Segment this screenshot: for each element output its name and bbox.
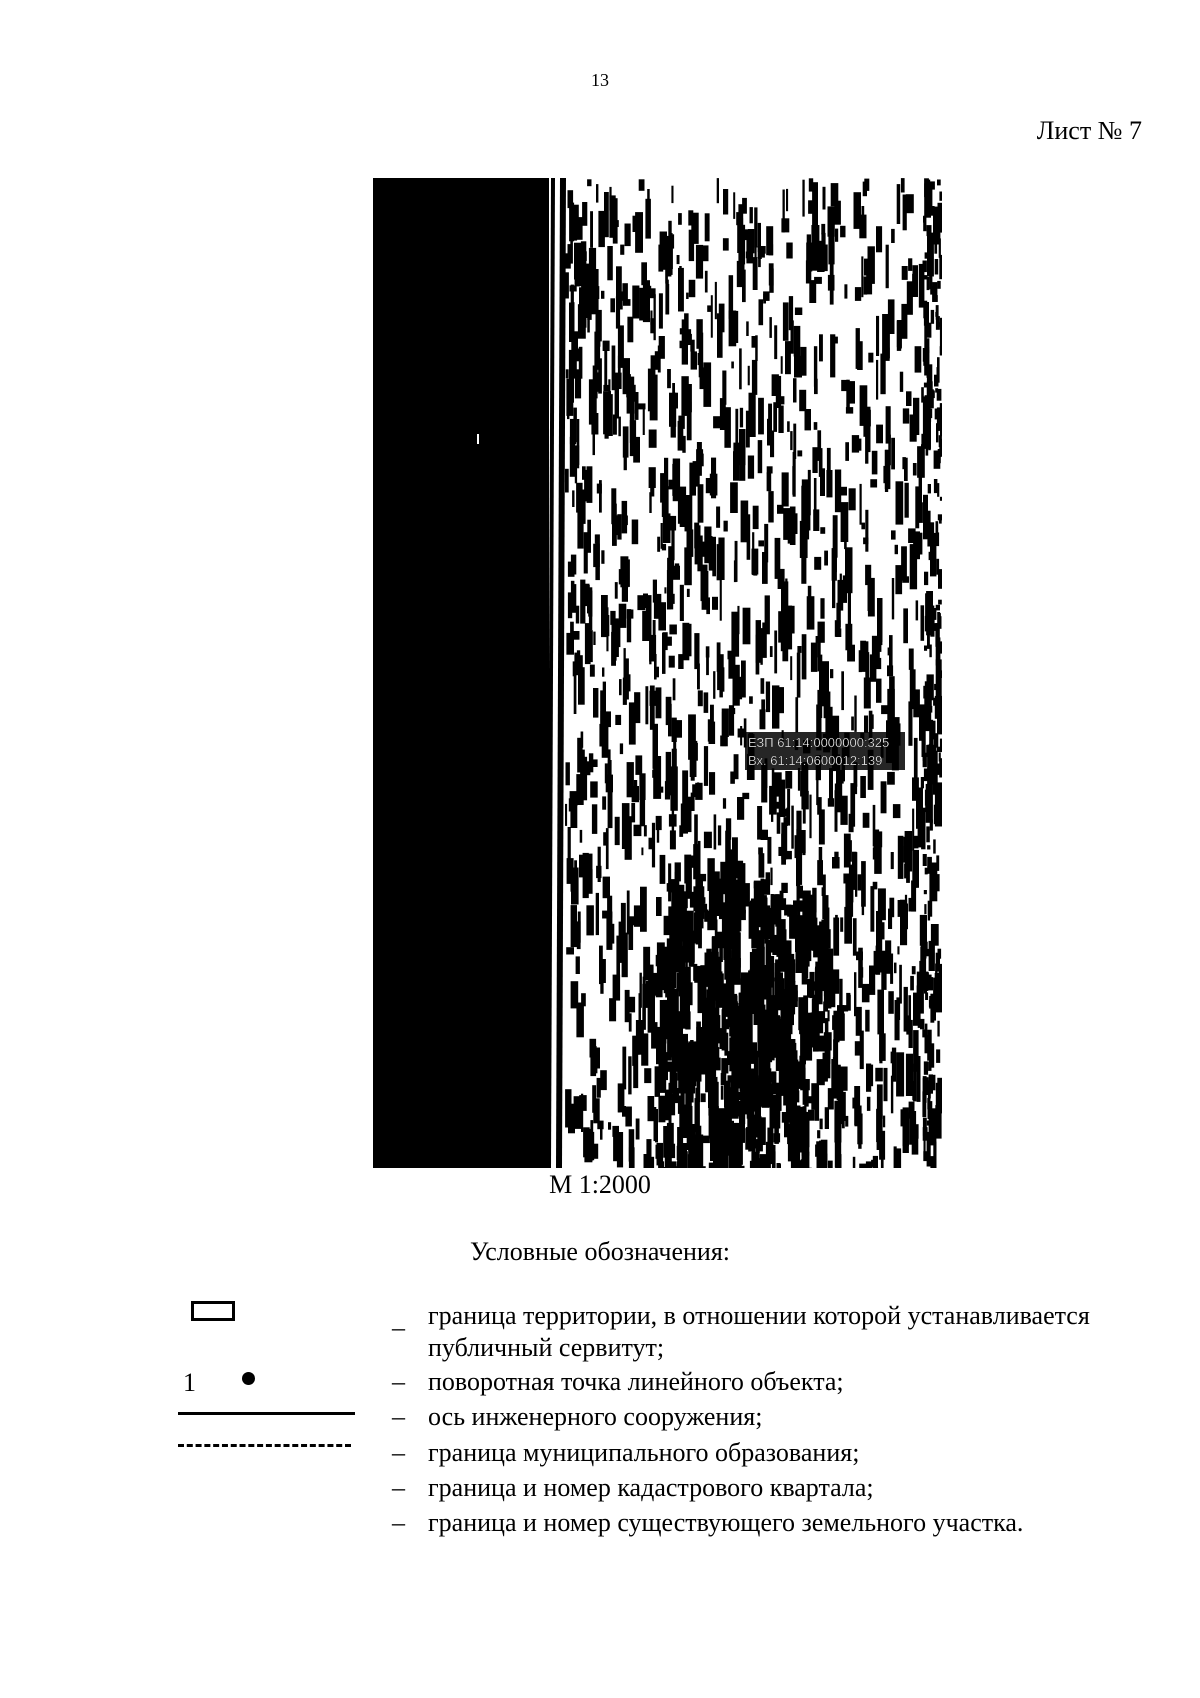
legend-dash: – — [392, 1438, 405, 1467]
page-number: 13 — [591, 70, 609, 90]
legend-symbol-servitude-boundary — [191, 1301, 235, 1321]
legend-symbol-point-number: 1 — [183, 1368, 196, 1397]
map-image — [373, 178, 942, 1168]
legend-item — [392, 1472, 1112, 1504]
legend-dash: – — [392, 1313, 405, 1342]
legend-item-text: граница и номер кадастрового квартала; — [428, 1473, 874, 1502]
legend-item — [392, 1507, 1112, 1539]
map-parcel-label — [745, 732, 905, 770]
legend-dash: – — [392, 1508, 405, 1537]
legend-dash: – — [392, 1367, 405, 1396]
legend-symbol-turning-point — [242, 1372, 255, 1385]
legend-item — [392, 1401, 1112, 1433]
legend-item — [392, 1300, 1112, 1364]
sheet-label: Лист № 7 — [1036, 116, 1142, 145]
map-label-line2: Вх. 61:14:0600012:139 — [748, 753, 883, 768]
legend-item — [392, 1437, 1112, 1469]
map-label-line1: ЕЗП 61:14:0000000:325 — [748, 735, 890, 750]
legend-item-text: ось инженерного сооружения; — [428, 1402, 763, 1431]
legend-item — [392, 1366, 1112, 1398]
map-dark-region — [373, 178, 549, 1168]
legend-item-text: поворотная точка линейного объекта; — [428, 1367, 844, 1396]
legend-dash: – — [392, 1402, 405, 1431]
legend-item-text: граница и номер существующего земельного участка. — [428, 1508, 1024, 1537]
map-mark — [477, 434, 479, 444]
legend-symbol-axis-line — [178, 1412, 355, 1415]
legend-dash: – — [392, 1473, 405, 1502]
map-svg — [373, 178, 942, 1168]
legend-item-text: граница территории, в отношении которой устанавливается публичный сервитут; — [428, 1301, 1090, 1362]
legend-title: Условные обозначения: — [469, 1237, 731, 1266]
legend-symbol-municipal-boundary — [178, 1444, 351, 1447]
map-boundary-line-2 — [559, 178, 563, 1168]
legend-item-text: граница муниципального образования; — [428, 1438, 860, 1467]
map-scale: М 1:2000 — [549, 1170, 651, 1199]
